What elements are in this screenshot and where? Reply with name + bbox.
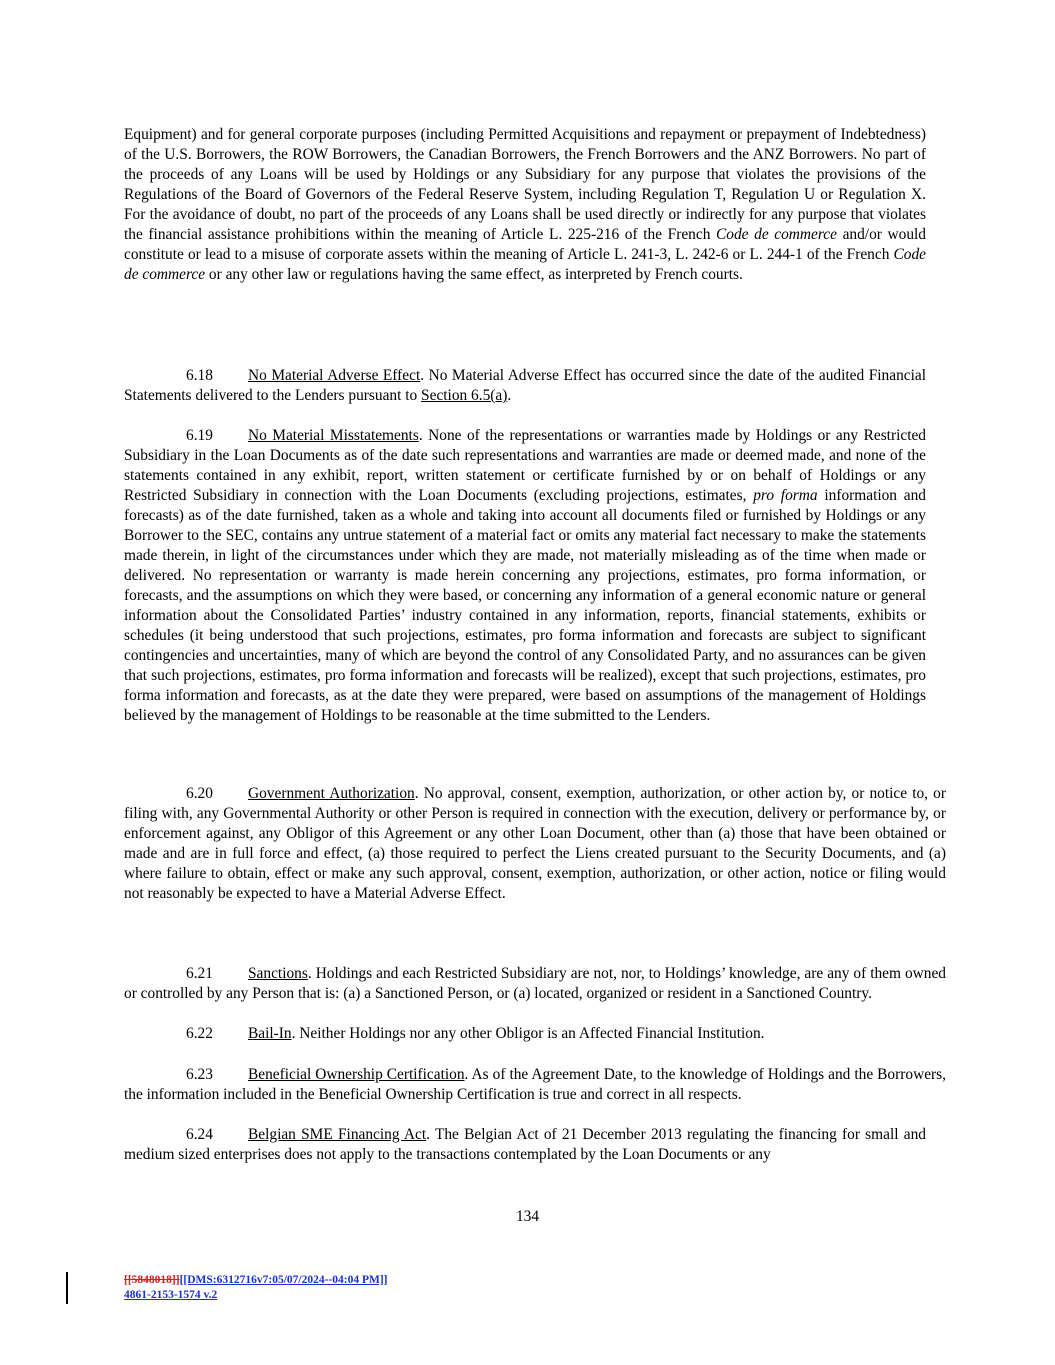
section-number: 6.19 xyxy=(186,427,213,444)
footer-dms-line xyxy=(124,1273,388,1288)
section-text-end: . xyxy=(507,387,512,404)
intro-italic-2: Code de commerce xyxy=(124,246,926,283)
section-text: . Neither Holdings nor any other Obligor is an Affected Financial Institution. xyxy=(291,1025,765,1042)
section-text: . None of the representations or warranties made by Holdings or any Restricted Subsidiary in the Loan Documents as of the date such representations and warranties are made or deemed made, and none of the statements contained in any exhibit, report, written statement or certificate furnished by or on behalf of Holdings or any Restricted Subsidiary in connection with the Loan Documents (excluding projections, estimates, xyxy=(124,427,926,504)
section-title: No Material Misstatements xyxy=(248,427,419,444)
footer-doc-id: 4861-2153-1574 v.2 xyxy=(124,1289,218,1301)
section-text: . Holdings and each Restricted Subsidiary are not, nor, to Holdings’ knowledge, are any of them owned or controlled by any Person that is: (a) a Sanctioned Person, or (a) located, organized or resident in a Sanctioned Country. xyxy=(124,965,946,1002)
section-number: 6.23 xyxy=(186,1066,213,1083)
section-reference-link: Section 6.5(a) xyxy=(421,387,508,404)
section-number: 6.18 xyxy=(186,367,213,384)
section-6-19 xyxy=(124,426,926,726)
section-6-18 xyxy=(124,366,926,406)
section-title: Beneficial Ownership Certification xyxy=(248,1066,465,1083)
section-title: Government Authorization xyxy=(248,785,415,802)
section-number: 6.20 xyxy=(186,785,213,802)
section-title: Sanctions xyxy=(248,965,308,982)
section-6-24 xyxy=(124,1125,926,1165)
section-text: . No approval, consent, exemption, authorization, or other action by, or notice to, or filing with, any Governmental Authority or other Person is required in connection with the execution, delivery or performance by, or enforcement against, any Obligor of this Agreement or any other Loan Document, other than (a) those that have been obtained or made and are in full force and effect, (a) those required to perfect the Liens created pursuant to the Security Documents, and (a) where failure to obtain, effect or make any such approval, consent, exemption, authorization, or other action, notice or filing would not reasonably be expected to have a Material Adverse Effect. xyxy=(124,785,946,902)
intro-text-3: or any other law or regulations having the same effect, as interpreted by French courts. xyxy=(205,266,743,283)
footer-deleted-id: [[5848018]] xyxy=(124,1274,180,1286)
section-title: Belgian SME Financing Act xyxy=(248,1126,427,1143)
page-number: 134 xyxy=(515,1208,540,1225)
change-bar xyxy=(66,1272,68,1304)
intro-paragraph xyxy=(124,125,926,285)
section-6-23 xyxy=(124,1065,946,1105)
section-6-20 xyxy=(124,784,946,904)
intro-text-2: and/or would constitute or lead to a misuse of corporate assets within the meaning of Article L. 241-3, L. 242-6 or L. 244-1 of the French xyxy=(124,226,926,263)
document-footer xyxy=(124,1273,388,1303)
section-text: . The Belgian Act of 21 December 2013 regulating the financing for small and medium sized enterprises does not apply to the transactions contemplated by the Loan Documents or any xyxy=(124,1126,926,1163)
section-number: 6.21 xyxy=(186,965,213,982)
section-title: Bail-In xyxy=(248,1025,292,1042)
section-text-2: information and forecasts) as of the date furnished, taken as a whole and taking into account all documents filed or furnished by Holdings or any Borrower to the SEC, contains any untrue statement of a material fact or omits any material fact necessary to make the statements made therein, in light of the circumstances under which they are made, not materially misleading as of the time when made or delivered. No representation or warranty is made herein concerning any projections, estimates, pro forma information, or forecasts, and the assumptions on which they were based, or concerning any information of a general economic nature or general information about the Consolidated Parties’ industry contained in any information, reports, financial statements, exhibits or schedules (it being understood that such projections, estimates, pro forma information and forecasts are subject to significant contingencies and uncertainties, many of which are beyond the control of any Consolidated Party, and no assurances can be given that such projections, estimates, pro forma information and forecasts will be realized), except that such projections, estimates, pro forma information and forecasts, as at the date they were prepared, were based on assumptions of the management of Holdings believed by the management of Holdings to be reasonable at the time submitted to the Lenders. xyxy=(124,487,926,724)
section-title: No Material Adverse Effect xyxy=(248,367,421,384)
section-italic: pro forma xyxy=(753,487,818,504)
intro-text-1: Equipment) and for general corporate purposes (including Permitted Acquisitions and repayment or prepayment of Indebtedness) of the U.S. Borrowers, the ROW Borrowers, the Canadian Borrowers, the French Borrowers and the ANZ Borrowers. No part of the proceeds of any Loans will be used by Holdings or any Subsidiary for any purpose that violates the provisions of the Regulations of the Board of Governors of the Federal Reserve System, including Regulation T, Regulation U or Regulation X. For the avoidance of doubt, no part of the proceeds of any Loans shall be used directly or indirectly for any purpose that violates the financial assistance prohibitions within the meaning of Article L. 225-216 of the French xyxy=(124,126,926,243)
section-6-22 xyxy=(124,1024,926,1044)
section-number: 6.24 xyxy=(186,1126,213,1143)
section-6-21 xyxy=(124,964,946,1004)
section-text: . No Material Adverse Effect has occurred since the date of the audited Financial Statements delivered to the Lenders pursuant to xyxy=(124,367,926,404)
section-text: . As of the Agreement Date, to the knowledge of Holdings and the Borrowers, the information included in the Beneficial Ownership Certification is true and correct in all respects. xyxy=(124,1066,946,1103)
footer-inserted-id: [[DMS:6312716v7:05/07/2024--04:04 PM]] xyxy=(179,1274,388,1286)
intro-italic-1: Code de commerce xyxy=(716,226,837,243)
section-number: 6.22 xyxy=(186,1025,213,1042)
